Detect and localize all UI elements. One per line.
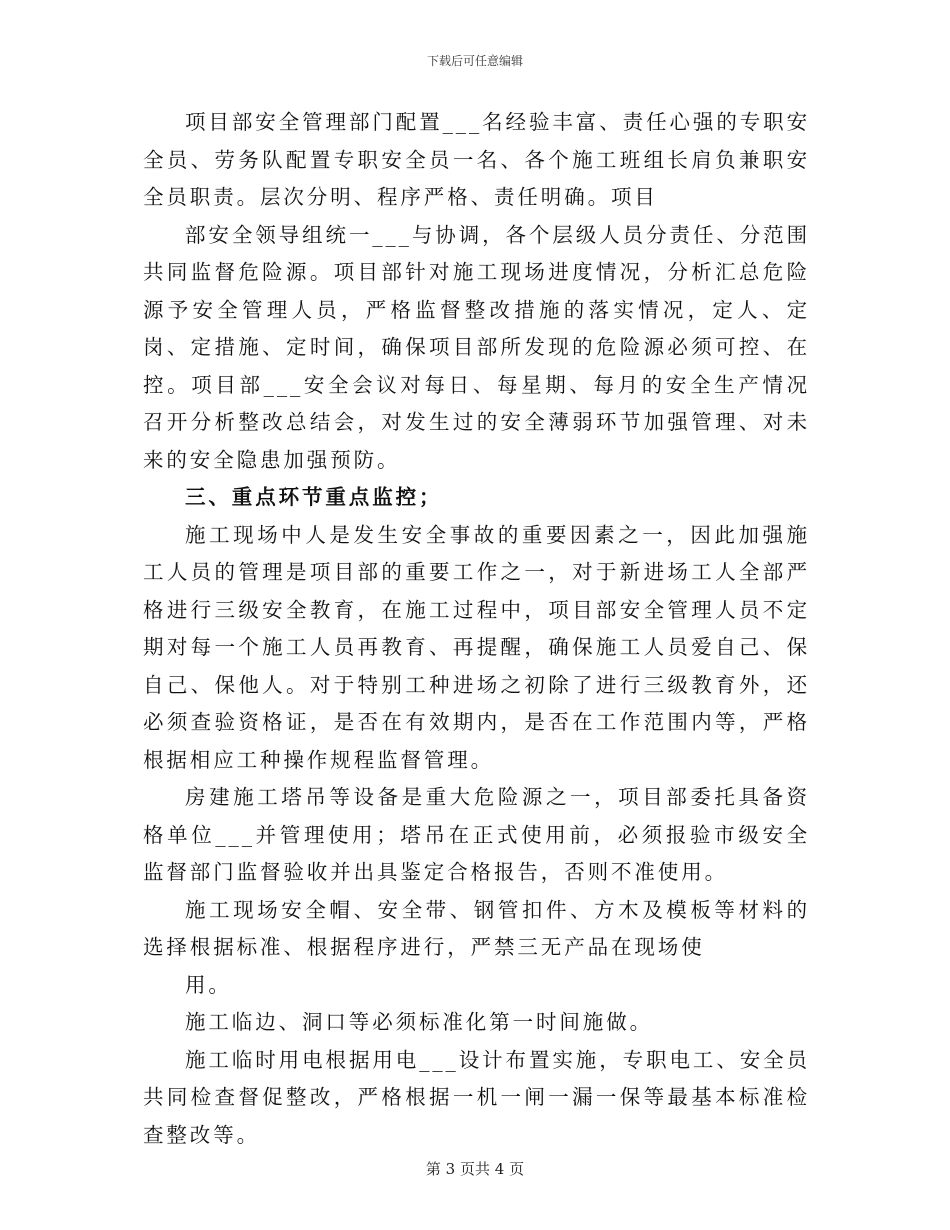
page-footer-page-number: 第 3 页共 4 页 [425,1160,525,1178]
paragraph-worker-management: 施工现场中人是发生安全事故的重要因素之一，因此加强施工人员的管理是项目部的重要工作之一，对于新进场工人全部严格进行三级安全教育，在施工过程中，项目部安全管理人员不定期对每一个施工人员再教育、再提醒，确保施工人员爱自己、保自己、保他人。对于特别工种进场之初除了进行三级教育外，还必须查验资格证，是否在有效期内，是否在工作范围内等，严格根据相应工种操作规程监督管理。 [143,522,810,772]
paragraph-safety-staffing: 项目部安全管理部门配置___名经验丰富、责任心强的专职安全员、劳务队配置专职安全员一名、各个施工班组长肩负兼职安全员职责。层次分明、程序严格、责任明确。项目 [143,110,810,209]
section-heading-key-monitoring: 三、重点环节重点监控； [185,485,443,509]
paragraph-materials-continued: 用。 [185,972,232,997]
paragraph-edge-openings: 施工临边、洞口等必须标准化第一时间施做。 [185,1010,653,1034]
paragraph-safety-leadership: 部安全领导组统一___与协调，各个层级人员分责任、分范围共同监督危险源。项目部针对施工现场进度情况，分析汇总危险源予安全管理人员，严格监督整改措施的落实情况，定人、定岗、定措施、定时间，确保项目部所发现的危险源必须可控、在控。项目部___安全会议对每日、每星期、每月的安全生产情况召开分析整改总结会，对发生过的安全薄弱环节加强管理、对未来的安全隐患加强预防。 [143,222,810,472]
document-body [143,104,810,1154]
page-header: 下载后可任意编辑 [426,54,523,68]
paragraph-temporary-power: 施工临时用电根据用电___设计布置实施，专职电工、安全员共同检查督促整改，严格根据一机一闸一漏一保等最基本标准检查整改等。 [143,1047,810,1147]
paragraph-materials: 施工现场安全帽、安全带、钢管扣件、方木及模板等材料的选择根据标准、根据程序进行，严禁三无产品在现场使 [143,897,810,959]
paragraph-tower-crane: 房建施工塔吊等设备是重大危险源之一，项目部委托具备资格单位___并管理使用；塔吊在正式使用前，必须报验市级安全监督部门监督验收并出具鉴定合格报告，否则不准使用。 [143,785,810,884]
